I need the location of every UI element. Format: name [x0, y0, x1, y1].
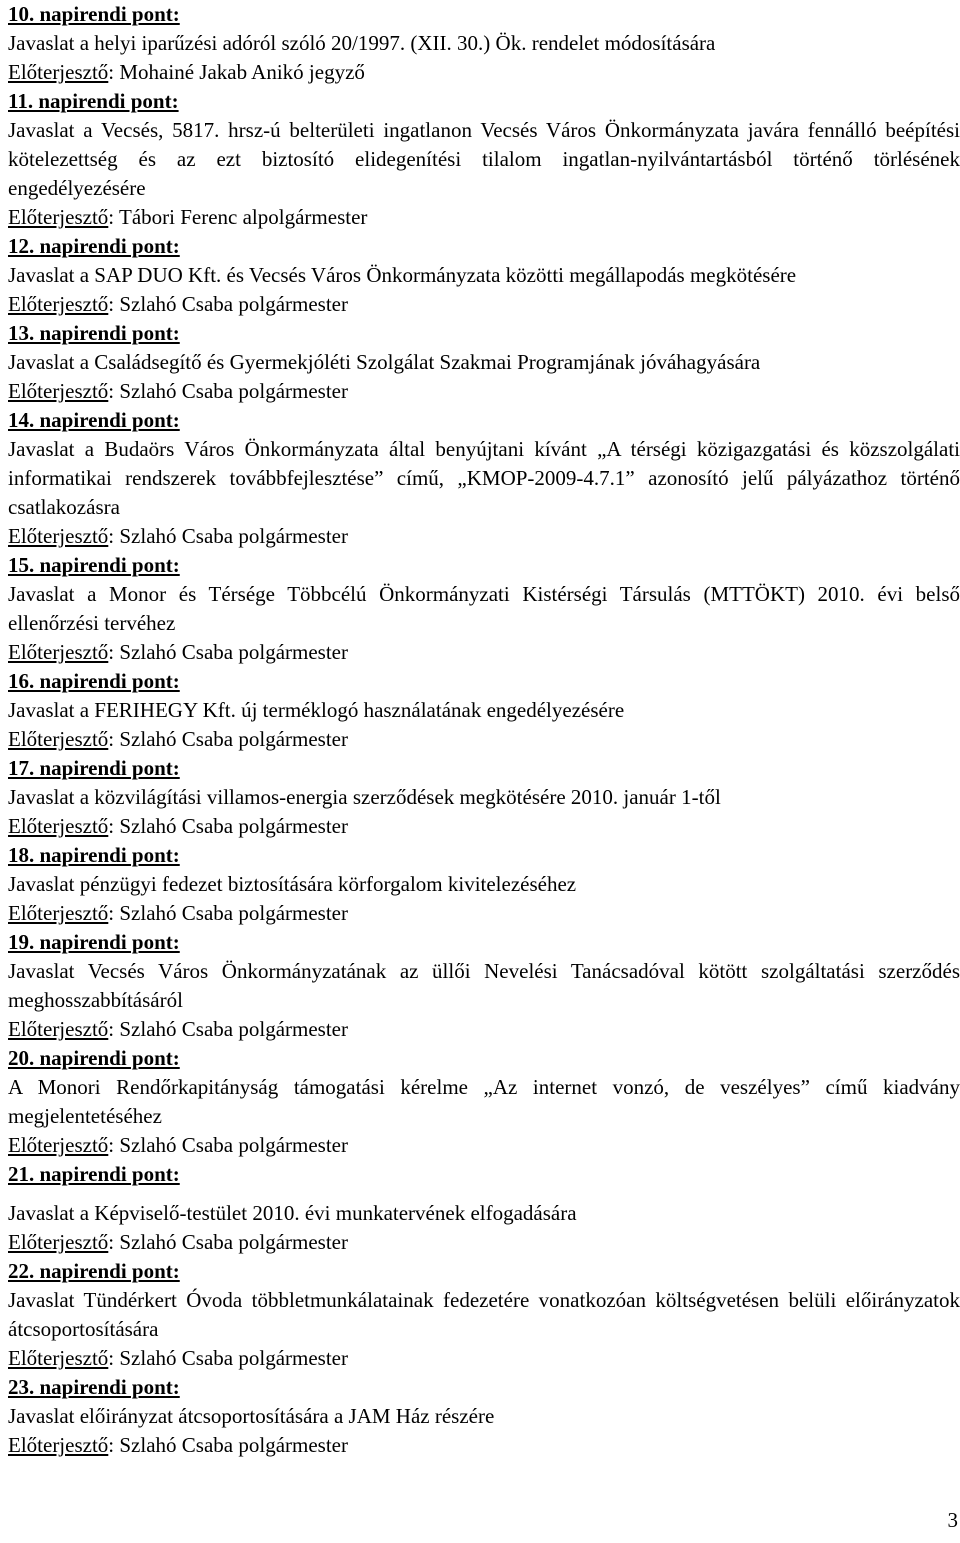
presenter-name: : Szlahó Csaba polgármester [108, 640, 348, 664]
presenter-name: : Tábori Ferenc alpolgármester [108, 205, 368, 229]
agenda-item-presenter [8, 899, 960, 928]
presenter-name: : Szlahó Csaba polgármester [108, 1346, 348, 1370]
presenter-name: : Szlahó Csaba polgármester [108, 292, 348, 316]
agenda-item-title: A Monori Rendőrkapitányság támogatási kérelme „Az internet vonzó, de veszélyes” című kiadvány megjelentetéséhez [8, 1075, 960, 1128]
agenda-item-presenter [8, 1015, 960, 1044]
agenda-item-heading: 13. napirendi pont: [8, 321, 180, 345]
agenda-item-heading: 18. napirendi pont: [8, 843, 180, 867]
presenter-name: : Szlahó Csaba polgármester [108, 727, 348, 751]
agenda-item-heading: 19. napirendi pont: [8, 930, 180, 954]
agenda-item-16 [8, 667, 960, 754]
agenda-item-title: Javaslat a SAP DUO Kft. és Vecsés Város Önkormányzata közötti megállapodás megkötésére [8, 263, 797, 287]
agenda-item-title: Javaslat a FERIHEGY Kft. új terméklogó használatának engedélyezésére [8, 698, 625, 722]
agenda-item-heading: 14. napirendi pont: [8, 408, 180, 432]
presenter-label: Előterjesztő [8, 524, 109, 548]
agenda-item-13 [8, 319, 960, 406]
agenda-item-15 [8, 551, 960, 667]
agenda-item-title: Javaslat Vecsés Város Önkormányzatának az üllői Nevelési Tanácsadóval kötött szolgáltatási szerződés meghosszabbításáról [8, 959, 960, 1012]
agenda-item-presenter [8, 377, 960, 406]
agenda-document [8, 0, 960, 1460]
agenda-item-presenter [8, 725, 960, 754]
agenda-item-title: Javaslat a Vecsés, 5817. hrsz-ú belterületi ingatlanon Vecsés Város Önkormányzata javára fennálló beépítési kötelezettség és az ezt biztosító elidegenítési tilalom ingatlan-nyilvántartásból történő törlésének engedélyezésére [8, 118, 960, 200]
agenda-item-22 [8, 1257, 960, 1373]
agenda-item-title: Javaslat a közvilágítási villamos-energia szerződések megkötésére 2010. január 1-től [8, 785, 721, 809]
presenter-label: Előterjesztő [8, 1230, 109, 1254]
agenda-item-heading: 17. napirendi pont: [8, 756, 180, 780]
agenda-item-18 [8, 841, 960, 928]
agenda-item-19 [8, 928, 960, 1044]
presenter-label: Előterjesztő [8, 292, 109, 316]
presenter-label: Előterjesztő [8, 1433, 109, 1457]
presenter-name: : Szlahó Csaba polgármester [108, 379, 348, 403]
presenter-label: Előterjesztő [8, 60, 109, 84]
agenda-item-presenter [8, 203, 960, 232]
agenda-item-presenter [8, 1228, 960, 1257]
presenter-label: Előterjesztő [8, 727, 109, 751]
agenda-item-heading: 12. napirendi pont: [8, 234, 180, 258]
presenter-name: : Mohainé Jakab Anikó jegyző [108, 60, 365, 84]
agenda-item-title: Javaslat a Képviselő-testület 2010. évi munkatervének elfogadására [8, 1201, 577, 1225]
agenda-item-title: Javaslat a Budaörs Város Önkormányzata által benyújtani kívánt „A térségi közigazgatási és közszolgálati informatikai rendszerek továbbfejlesztése” című, „KMOP-2009-4.7.1” azonosító jelű pályázathoz történő csatlakozásra [8, 437, 960, 519]
agenda-item-12 [8, 232, 960, 319]
presenter-name: : Szlahó Csaba polgármester [108, 1230, 348, 1254]
agenda-item-presenter [8, 638, 960, 667]
presenter-label: Előterjesztő [8, 205, 109, 229]
presenter-name: : Szlahó Csaba polgármester [108, 1133, 348, 1157]
agenda-item-title: Javaslat előirányzat átcsoportosítására a JAM Ház részére [8, 1404, 495, 1428]
agenda-item-14 [8, 406, 960, 551]
agenda-item-heading: 20. napirendi pont: [8, 1046, 180, 1070]
presenter-label: Előterjesztő [8, 1133, 109, 1157]
agenda-item-heading: 11. napirendi pont: [8, 89, 179, 113]
agenda-item-23 [8, 1373, 960, 1460]
agenda-item-title: Javaslat a Családsegítő és Gyermekjóléti Szolgálat Szakmai Programjának jóváhagyására [8, 350, 761, 374]
agenda-item-20 [8, 1044, 960, 1160]
agenda-item-presenter [8, 1344, 960, 1373]
presenter-label: Előterjesztő [8, 901, 109, 925]
agenda-item-heading: 16. napirendi pont: [8, 669, 180, 693]
agenda-item-17 [8, 754, 960, 841]
presenter-name: : Szlahó Csaba polgármester [108, 814, 348, 838]
agenda-item-presenter [8, 812, 960, 841]
agenda-item-21 [8, 1160, 960, 1257]
agenda-item-10 [8, 0, 960, 87]
agenda-item-presenter [8, 290, 960, 319]
agenda-item-heading: 10. napirendi pont: [8, 2, 180, 26]
presenter-label: Előterjesztő [8, 1346, 109, 1370]
agenda-item-title: Javaslat a helyi iparűzési adóról szóló 20/1997. (XII. 30.) Ök. rendelet módosítására [8, 31, 716, 55]
agenda-item-title: Javaslat pénzügyi fedezet biztosítására körforgalom kivitelezéséhez [8, 872, 577, 896]
presenter-label: Előterjesztő [8, 640, 109, 664]
agenda-item-heading: 15. napirendi pont: [8, 553, 180, 577]
agenda-item-title: Javaslat a Monor és Térsége Többcélú Önkormányzati Kistérségi Társulás (MTTÖKT) 2010. évi belső ellenőrzési tervéhez [8, 582, 960, 635]
agenda-item-presenter [8, 522, 960, 551]
agenda-item-presenter [8, 1131, 960, 1160]
presenter-name: : Szlahó Csaba polgármester [108, 1017, 348, 1041]
agenda-item-heading: 23. napirendi pont: [8, 1375, 180, 1399]
agenda-item-heading: 21. napirendi pont: [8, 1162, 180, 1186]
agenda-item-11 [8, 87, 960, 232]
presenter-label: Előterjesztő [8, 1017, 109, 1041]
agenda-item-title: Javaslat Tündérkert Óvoda többletmunkálatainak fedezetére vonatkozóan költségvetésen belüli előirányzatok átcsoportosítására [8, 1288, 960, 1341]
presenter-name: : Szlahó Csaba polgármester [108, 901, 348, 925]
agenda-item-presenter [8, 1431, 960, 1460]
agenda-item-heading: 22. napirendi pont: [8, 1259, 180, 1283]
agenda-item-presenter [8, 58, 960, 87]
page-number: 3 [947, 1508, 958, 1532]
presenter-label: Előterjesztő [8, 379, 109, 403]
presenter-name: : Szlahó Csaba polgármester [108, 1433, 348, 1457]
presenter-name: : Szlahó Csaba polgármester [108, 524, 348, 548]
presenter-label: Előterjesztő [8, 814, 109, 838]
